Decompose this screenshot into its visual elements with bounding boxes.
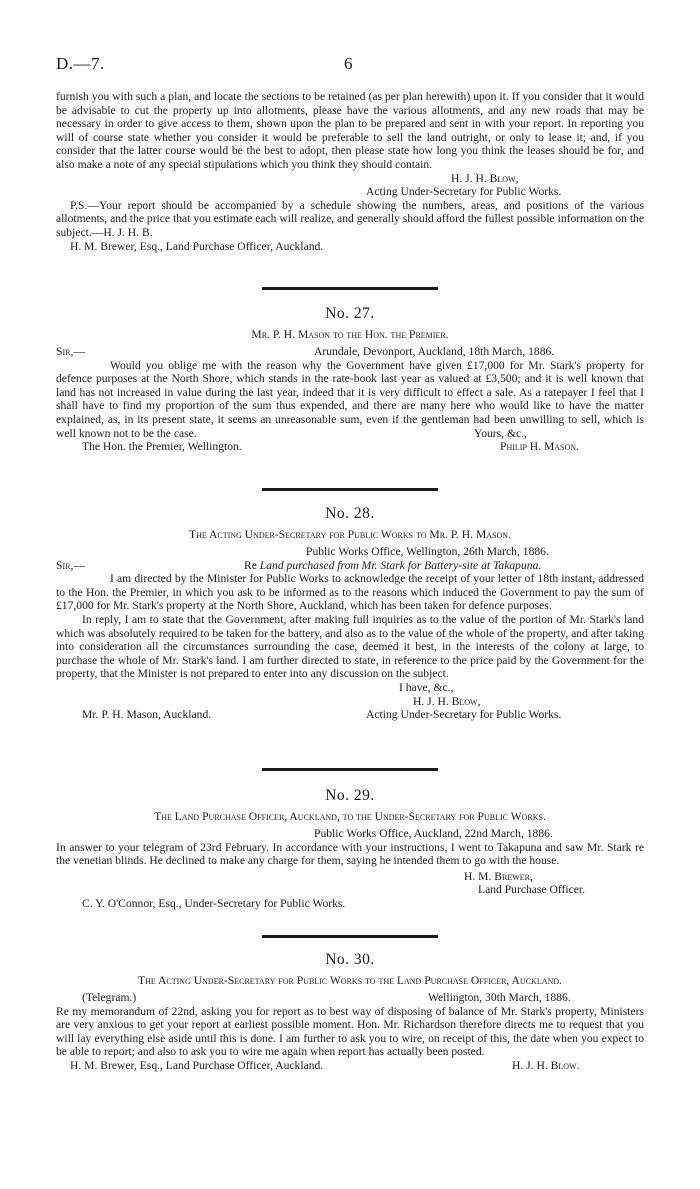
letter-30-number: No. 30. <box>325 951 375 968</box>
document-reference: D.—7. <box>56 54 105 73</box>
letter-29-body: In answer to your telegram of 23rd February. In accordance with your instructions, I went to Takapuna and saw Mr. Stark re the venetian blinds. He declined to make any charge for them, saying he intended them to go with the house. <box>56 840 644 868</box>
letter-27-number: No. 27. <box>325 305 375 322</box>
letter-27-closing: Yours, &c., <box>474 426 527 440</box>
letter-27 <box>56 345 644 454</box>
letter-28-re-label: Re <box>244 558 257 572</box>
section-divider <box>262 768 438 771</box>
letter-29-addressee: C. Y. O'Connor, Esq., Under-Secretary for Public Works. <box>82 896 346 910</box>
letter-27-addressee: The Hon. the Premier, Wellington. <box>82 440 242 454</box>
intro-signature: H. J. H. Blow, <box>451 171 519 185</box>
letter-27-signature: Philip H. Mason. <box>500 440 579 454</box>
letter-30-addressee: H. M. Brewer, Esq., Land Purchase Officer, Auckland. <box>70 1058 324 1072</box>
letter-29-signature-title: Land Purchase Officer. <box>478 883 585 897</box>
page-number: 6 <box>344 54 353 73</box>
section-divider <box>262 935 438 938</box>
intro-paragraph: furnish you with such a plan, and locate the sections to be retained (as per plan herewith) upon it. If you consider that it would be advisable to cut the property up into allotments, please have the various allotments, and any new roads that may be necessary in order to give access to them, shown upon the plan to be prepared and sent in with your report. In reporting you will of course state whether you consider it would be preferable to sell the land outright, or only to lease it; and, if you consider that the latter course would be the best to adopt, then please state how long you think the leases should be for, and also make a note of any special stipulations which you think they should contain. <box>56 90 644 171</box>
letter-28-signature-title: Acting Under-Secretary for Public Works. <box>366 708 562 722</box>
letter-30-body: Re my memorandum of 22nd, asking you for report as to best way of disposing of balance of Mr. Stark's property, Ministers are very anxious to get your report at earliest possible moment. Hon. Mr. Richardson therefore directs me to request that you will lay everything else aside until this is done. I am further to ask you to wire, on receipt of this, the date when you expect to be able to report; and also to ask you to wire me again when report has actually been posted. <box>56 1004 644 1059</box>
letter-28-paragraph-1: I am directed by the Minister for Public Works to acknowledge the receipt of your letter of 18th instant, addressed to the Hon. the Premier, in which you ask to be informed as to the reasons which induced the Government to pay the sum of £17,000 for Mr. Stark's property at the North Shore, Auckland, which has been taken for defence purposes. <box>56 572 644 613</box>
letter-30-title: The Acting Under-Secretary for Public Works to the Land Purchase Officer, Auckland. <box>138 974 562 987</box>
intro-signature-title: Acting Under-Secretary for Public Works. <box>366 185 562 199</box>
section-divider <box>262 287 438 290</box>
letter-30-place-date: Wellington, 30th March, 1886. <box>428 991 571 1004</box>
page-header <box>56 54 644 78</box>
letter-28-re <box>244 559 541 573</box>
letter-28-title: The Acting Under-Secretary for Public Works to Mr. P. H. Mason. <box>189 528 511 541</box>
letter-27-body: Would you oblige me with the reason why the Government have given £17,000 for Mr. Stark's property for defence purposes at the North Shore, which stands in the rate-book last year as valued at £3,500; and it is well known that land has not increased in value during the last year, indeed that it is very difficult to effect a sale. As a ratepayer I feel that I shall have to find my proportion of the sum thus expended, and there are many here who would like to have the matter explained, as, in its present state, it seems an unreasonable sum, even if the gentleman had been unwilling to sell, which is well known not to be the case. <box>56 358 644 440</box>
letter-28-re-text: Land purchased from Mr. Stark for Battery-site at Takapuna. <box>259 558 542 572</box>
letter-28-paragraph-2: In reply, I am to state that the Government, after making full inquiries as to the value of the portion of Mr. Stark's land which was absolutely required to be taken for the battery, and also as to the value of the whole of the property, and after taking into consideration all the circumstances surrounding the case, deemed it best, in the interests of the colony at large, to purchase the whole of Mr. Stark's land. I am further directed to state, in reference to the price paid by the Government for the property, that the Minister is not prepared to enter into any discussion on the subject. <box>56 612 644 681</box>
telegram-label: (Telegram.) <box>82 991 137 1004</box>
letter-28-salutation: Sir,— <box>56 558 85 572</box>
letter-30-signature: H. J. H. Blow. <box>512 1058 580 1072</box>
letter-28-number: No. 28. <box>325 505 375 522</box>
postscript: P.S.—Your report should be accompanied by a schedule showing the numbers, areas, and positions of the various allotments, and the price that you estimate each will realize, and generally should afford the fullest possible information on the subject.—H. J. H. B. <box>56 198 644 239</box>
letter-29-title: The Land Purchase Officer, Auckland, to the Under-Secretary for Public Works. <box>154 810 546 823</box>
letter-29-place-date: Public Works Office, Auckland, 22nd March, 1886. <box>314 827 553 840</box>
section-divider <box>262 488 438 491</box>
intro-addressee: H. M. Brewer, Esq., Land Purchase Officer, Auckland. <box>70 239 324 253</box>
letter-29 <box>56 827 644 911</box>
letter-27-salutation: Sir,— <box>56 345 85 358</box>
letter-28-place-date: Public Works Office, Wellington, 26th March, 1886. <box>306 545 549 558</box>
letter-30 <box>56 991 644 1073</box>
letter-28-addressee: Mr. P. H. Mason, Auckland. <box>82 708 212 722</box>
letter-28-signature: H. J. H. Blow, <box>413 694 481 708</box>
letter-27-title: Mr. P. H. Mason to the Hon. the Premier. <box>251 328 449 341</box>
intro-section <box>56 90 644 253</box>
letter-28 <box>56 545 644 722</box>
letter-29-number: No. 29. <box>325 787 375 804</box>
letter-28-closing: I have, &c., <box>399 680 454 694</box>
letter-29-signature: H. M. Brewer, <box>464 869 533 883</box>
letter-27-place-date: Arundale, Devonport, Auckland, 18th March, 1886. <box>314 345 555 358</box>
